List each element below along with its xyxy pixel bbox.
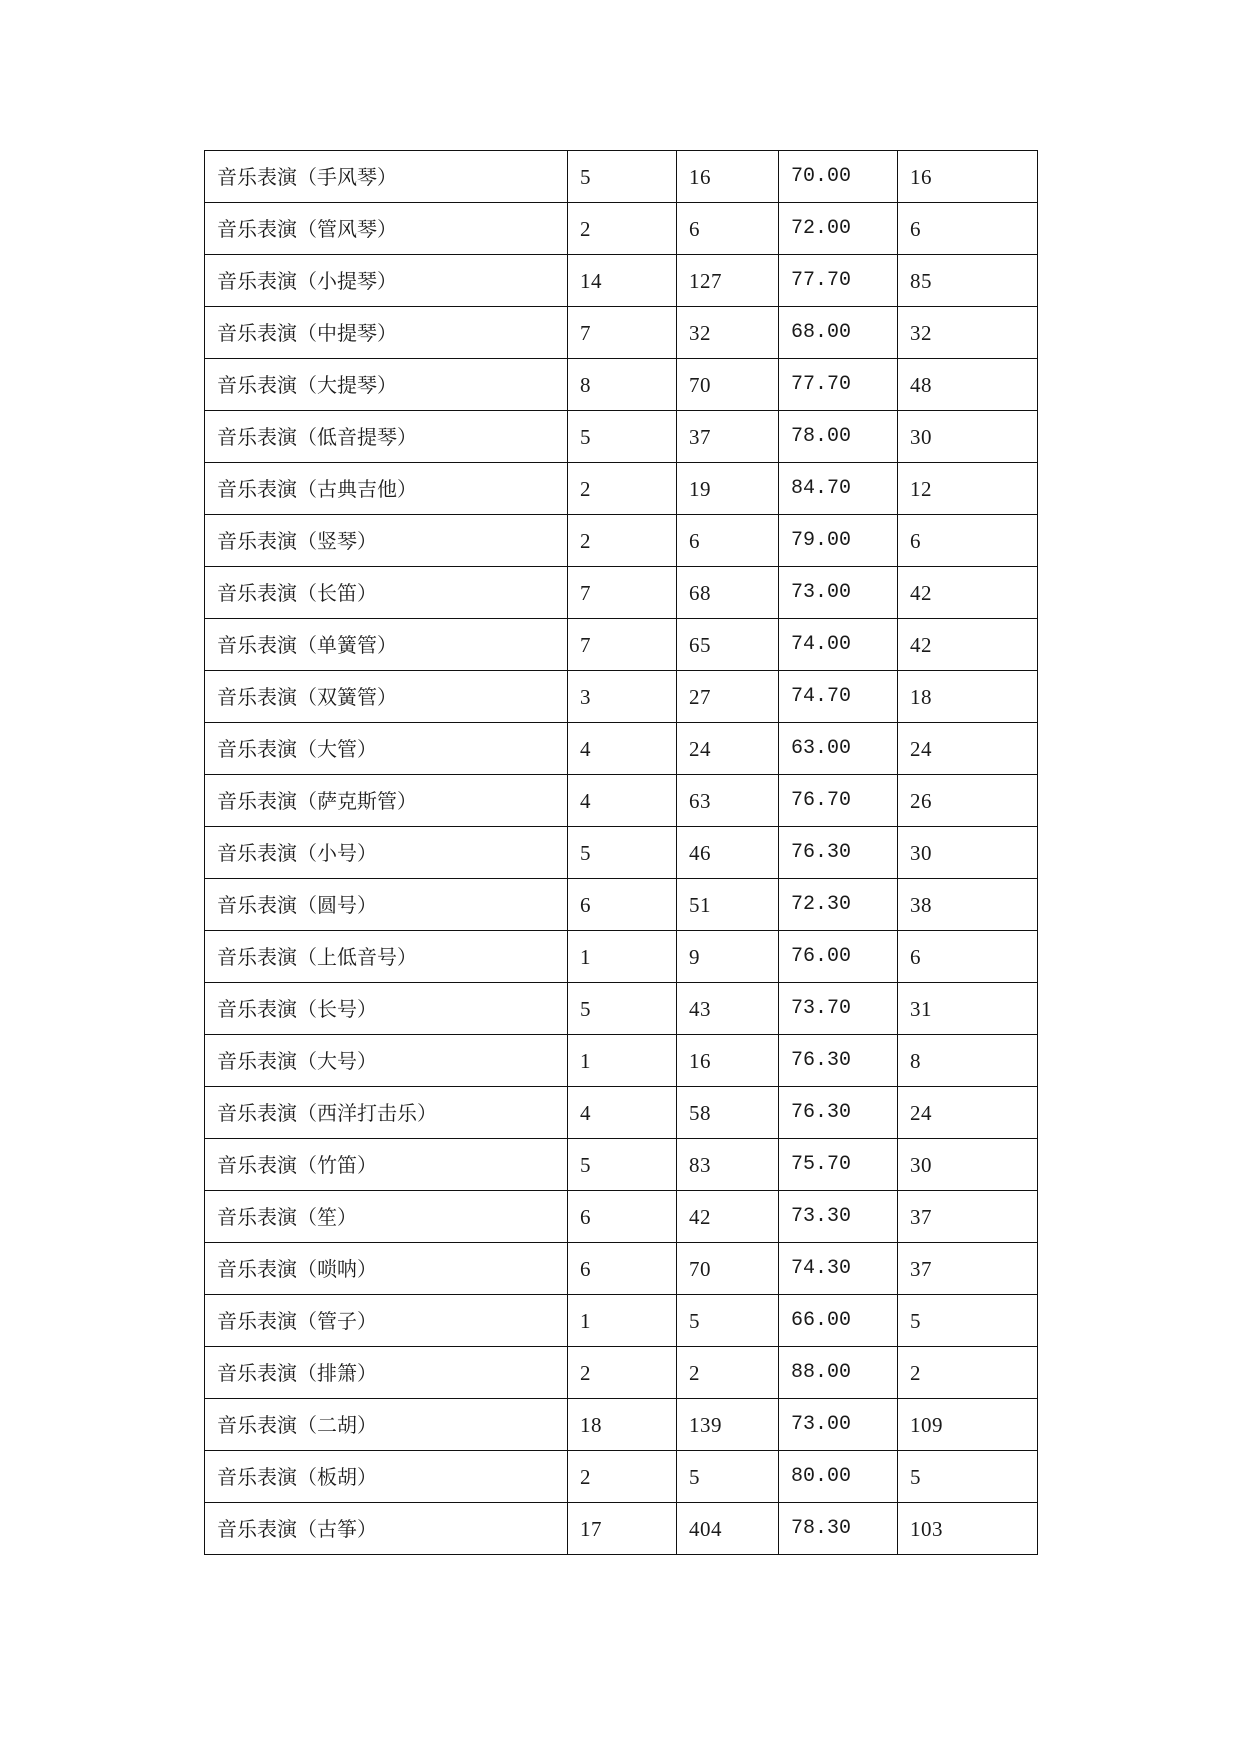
cell-value-col2: 16 bbox=[677, 1035, 779, 1087]
cell-value-col3: 88.00 bbox=[779, 1347, 898, 1399]
cell-value-col4: 26 bbox=[898, 775, 1038, 827]
cell-value-col4: 42 bbox=[898, 619, 1038, 671]
cell-value-col1: 17 bbox=[568, 1503, 677, 1555]
cell-value-col3: 75.70 bbox=[779, 1139, 898, 1191]
cell-major-name: 音乐表演（长号） bbox=[205, 983, 568, 1035]
table-row bbox=[205, 1295, 1038, 1347]
cell-value-col3: 72.00 bbox=[779, 203, 898, 255]
cell-value-col1: 6 bbox=[568, 879, 677, 931]
cell-major-name: 音乐表演（古典吉他） bbox=[205, 463, 568, 515]
cell-value-col4: 38 bbox=[898, 879, 1038, 931]
cell-major-name: 音乐表演（管风琴） bbox=[205, 203, 568, 255]
cell-value-col3: 73.00 bbox=[779, 567, 898, 619]
cell-value-col3: 76.00 bbox=[779, 931, 898, 983]
table-row bbox=[205, 307, 1038, 359]
cell-value-col2: 19 bbox=[677, 463, 779, 515]
cell-value-col4: 31 bbox=[898, 983, 1038, 1035]
cell-value-col2: 127 bbox=[677, 255, 779, 307]
cell-value-col4: 18 bbox=[898, 671, 1038, 723]
cell-value-col2: 9 bbox=[677, 931, 779, 983]
cell-major-name: 音乐表演（管子） bbox=[205, 1295, 568, 1347]
cell-major-name: 音乐表演（单簧管） bbox=[205, 619, 568, 671]
cell-value-col2: 37 bbox=[677, 411, 779, 463]
cell-value-col2: 27 bbox=[677, 671, 779, 723]
cell-value-col2: 139 bbox=[677, 1399, 779, 1451]
cell-major-name: 音乐表演（圆号） bbox=[205, 879, 568, 931]
cell-value-col4: 6 bbox=[898, 931, 1038, 983]
cell-value-col4: 32 bbox=[898, 307, 1038, 359]
cell-value-col1: 7 bbox=[568, 307, 677, 359]
cell-value-col1: 4 bbox=[568, 723, 677, 775]
cell-value-col4: 103 bbox=[898, 1503, 1038, 1555]
cell-value-col3: 66.00 bbox=[779, 1295, 898, 1347]
cell-major-name: 音乐表演（西洋打击乐） bbox=[205, 1087, 568, 1139]
cell-major-name: 音乐表演（萨克斯管） bbox=[205, 775, 568, 827]
cell-major-name: 音乐表演（竹笛） bbox=[205, 1139, 568, 1191]
table-row bbox=[205, 411, 1038, 463]
cell-value-col2: 51 bbox=[677, 879, 779, 931]
cell-major-name: 音乐表演（二胡） bbox=[205, 1399, 568, 1451]
cell-value-col2: 63 bbox=[677, 775, 779, 827]
cell-value-col3: 73.70 bbox=[779, 983, 898, 1035]
table-row bbox=[205, 151, 1038, 203]
table-row bbox=[205, 1451, 1038, 1503]
cell-value-col1: 5 bbox=[568, 1139, 677, 1191]
cell-value-col1: 1 bbox=[568, 1035, 677, 1087]
cell-value-col3: 84.70 bbox=[779, 463, 898, 515]
cell-value-col2: 70 bbox=[677, 1243, 779, 1295]
cell-value-col4: 85 bbox=[898, 255, 1038, 307]
table-body bbox=[205, 151, 1038, 1555]
cell-major-name: 音乐表演（小提琴） bbox=[205, 255, 568, 307]
cell-value-col1: 6 bbox=[568, 1191, 677, 1243]
cell-value-col3: 74.70 bbox=[779, 671, 898, 723]
cell-major-name: 音乐表演（小号） bbox=[205, 827, 568, 879]
cell-major-name: 音乐表演（中提琴） bbox=[205, 307, 568, 359]
cell-value-col2: 46 bbox=[677, 827, 779, 879]
cell-value-col4: 16 bbox=[898, 151, 1038, 203]
cell-value-col1: 5 bbox=[568, 151, 677, 203]
cell-major-name: 音乐表演（古筝） bbox=[205, 1503, 568, 1555]
cell-value-col3: 74.30 bbox=[779, 1243, 898, 1295]
table-row bbox=[205, 983, 1038, 1035]
cell-value-col2: 5 bbox=[677, 1295, 779, 1347]
cell-major-name: 音乐表演（低音提琴） bbox=[205, 411, 568, 463]
table-row bbox=[205, 1399, 1038, 1451]
table-row bbox=[205, 1087, 1038, 1139]
cell-value-col3: 73.30 bbox=[779, 1191, 898, 1243]
cell-major-name: 音乐表演（板胡） bbox=[205, 1451, 568, 1503]
table-row bbox=[205, 515, 1038, 567]
cell-value-col1: 7 bbox=[568, 619, 677, 671]
table-row bbox=[205, 619, 1038, 671]
table-row bbox=[205, 671, 1038, 723]
cell-value-col4: 24 bbox=[898, 1087, 1038, 1139]
cell-value-col2: 58 bbox=[677, 1087, 779, 1139]
cell-value-col4: 37 bbox=[898, 1191, 1038, 1243]
table-row bbox=[205, 203, 1038, 255]
cell-value-col4: 48 bbox=[898, 359, 1038, 411]
cell-major-name: 音乐表演（唢呐） bbox=[205, 1243, 568, 1295]
cell-major-name: 音乐表演（大提琴） bbox=[205, 359, 568, 411]
cell-value-col4: 30 bbox=[898, 411, 1038, 463]
cell-value-col4: 30 bbox=[898, 827, 1038, 879]
cell-value-col1: 8 bbox=[568, 359, 677, 411]
cell-value-col3: 74.00 bbox=[779, 619, 898, 671]
cell-value-col1: 14 bbox=[568, 255, 677, 307]
cell-major-name: 音乐表演（竖琴） bbox=[205, 515, 568, 567]
cell-value-col1: 6 bbox=[568, 1243, 677, 1295]
table-row bbox=[205, 463, 1038, 515]
cell-value-col1: 18 bbox=[568, 1399, 677, 1451]
cell-value-col2: 43 bbox=[677, 983, 779, 1035]
cell-major-name: 音乐表演（排箫） bbox=[205, 1347, 568, 1399]
cell-value-col3: 77.70 bbox=[779, 255, 898, 307]
cell-value-col2: 6 bbox=[677, 203, 779, 255]
cell-value-col1: 4 bbox=[568, 775, 677, 827]
cell-value-col1: 5 bbox=[568, 983, 677, 1035]
cell-value-col1: 1 bbox=[568, 931, 677, 983]
cell-value-col4: 5 bbox=[898, 1295, 1038, 1347]
cell-value-col1: 2 bbox=[568, 463, 677, 515]
cell-major-name: 音乐表演（上低音号） bbox=[205, 931, 568, 983]
cell-value-col3: 77.70 bbox=[779, 359, 898, 411]
table-row bbox=[205, 1191, 1038, 1243]
cell-value-col1: 1 bbox=[568, 1295, 677, 1347]
cell-value-col2: 404 bbox=[677, 1503, 779, 1555]
cell-value-col1: 4 bbox=[568, 1087, 677, 1139]
cell-value-col1: 5 bbox=[568, 411, 677, 463]
cell-major-name: 音乐表演（长笛） bbox=[205, 567, 568, 619]
cell-value-col1: 2 bbox=[568, 515, 677, 567]
table-row bbox=[205, 359, 1038, 411]
table-row bbox=[205, 1139, 1038, 1191]
cell-major-name: 音乐表演（手风琴） bbox=[205, 151, 568, 203]
cell-value-col4: 30 bbox=[898, 1139, 1038, 1191]
table-row bbox=[205, 931, 1038, 983]
table-row bbox=[205, 827, 1038, 879]
cell-value-col3: 68.00 bbox=[779, 307, 898, 359]
cell-value-col2: 32 bbox=[677, 307, 779, 359]
cell-value-col4: 24 bbox=[898, 723, 1038, 775]
cell-value-col4: 42 bbox=[898, 567, 1038, 619]
cell-value-col3: 63.00 bbox=[779, 723, 898, 775]
cell-major-name: 音乐表演（大号） bbox=[205, 1035, 568, 1087]
cell-value-col2: 70 bbox=[677, 359, 779, 411]
cell-major-name: 音乐表演（双簧管） bbox=[205, 671, 568, 723]
cell-value-col4: 109 bbox=[898, 1399, 1038, 1451]
cell-value-col2: 42 bbox=[677, 1191, 779, 1243]
cell-value-col1: 2 bbox=[568, 203, 677, 255]
cell-value-col2: 68 bbox=[677, 567, 779, 619]
cell-value-col4: 37 bbox=[898, 1243, 1038, 1295]
admissions-table bbox=[204, 150, 1038, 1555]
cell-value-col3: 76.30 bbox=[779, 827, 898, 879]
cell-major-name: 音乐表演（笙） bbox=[205, 1191, 568, 1243]
cell-value-col3: 79.00 bbox=[779, 515, 898, 567]
cell-value-col3: 76.70 bbox=[779, 775, 898, 827]
cell-value-col3: 80.00 bbox=[779, 1451, 898, 1503]
table-row bbox=[205, 1243, 1038, 1295]
cell-value-col1: 5 bbox=[568, 827, 677, 879]
table-row bbox=[205, 255, 1038, 307]
cell-value-col4: 12 bbox=[898, 463, 1038, 515]
cell-value-col2: 65 bbox=[677, 619, 779, 671]
table-row bbox=[205, 879, 1038, 931]
cell-value-col3: 72.30 bbox=[779, 879, 898, 931]
cell-value-col3: 76.30 bbox=[779, 1035, 898, 1087]
cell-value-col2: 5 bbox=[677, 1451, 779, 1503]
table-row bbox=[205, 775, 1038, 827]
cell-value-col4: 8 bbox=[898, 1035, 1038, 1087]
cell-value-col2: 16 bbox=[677, 151, 779, 203]
cell-value-col1: 2 bbox=[568, 1347, 677, 1399]
cell-value-col2: 24 bbox=[677, 723, 779, 775]
cell-value-col4: 6 bbox=[898, 203, 1038, 255]
table-row bbox=[205, 567, 1038, 619]
cell-value-col2: 2 bbox=[677, 1347, 779, 1399]
table-row bbox=[205, 1503, 1038, 1555]
cell-value-col2: 83 bbox=[677, 1139, 779, 1191]
cell-value-col1: 3 bbox=[568, 671, 677, 723]
cell-value-col3: 73.00 bbox=[779, 1399, 898, 1451]
cell-value-col1: 2 bbox=[568, 1451, 677, 1503]
cell-value-col3: 78.30 bbox=[779, 1503, 898, 1555]
cell-value-col4: 5 bbox=[898, 1451, 1038, 1503]
table-row bbox=[205, 723, 1038, 775]
cell-value-col3: 76.30 bbox=[779, 1087, 898, 1139]
cell-value-col3: 70.00 bbox=[779, 151, 898, 203]
cell-value-col3: 78.00 bbox=[779, 411, 898, 463]
cell-value-col4: 2 bbox=[898, 1347, 1038, 1399]
cell-major-name: 音乐表演（大管） bbox=[205, 723, 568, 775]
cell-value-col2: 6 bbox=[677, 515, 779, 567]
cell-value-col1: 7 bbox=[568, 567, 677, 619]
table-row bbox=[205, 1035, 1038, 1087]
cell-value-col4: 6 bbox=[898, 515, 1038, 567]
table-row bbox=[205, 1347, 1038, 1399]
